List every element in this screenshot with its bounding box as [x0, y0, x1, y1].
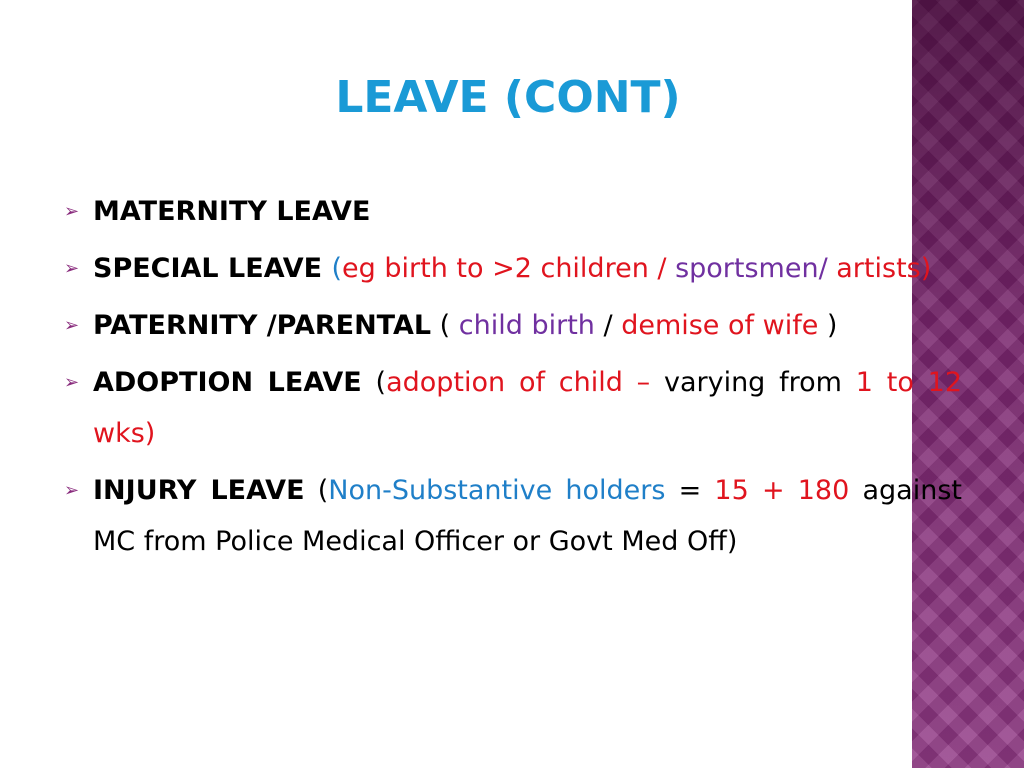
bullet-text-segment: / — [594, 310, 622, 341]
bullet-list — [60, 186, 962, 573]
bullet-text-segment: ( — [361, 367, 387, 398]
bullet-arrow-icon: ➢ — [64, 480, 80, 501]
bullet-text-segment: ( — [331, 253, 343, 284]
bullet-arrow-icon: ➢ — [64, 315, 80, 336]
bullet-text-segment: artists) — [836, 253, 932, 284]
bullet-text-segment: demise of wife — [621, 310, 819, 341]
bullet-text-segment: adoption of child – — [386, 367, 664, 398]
bullet-text-segment: ) — [818, 310, 838, 341]
bullet-text-segment: child birth — [458, 310, 595, 341]
bullet-text-segment: MATERNITY LEAVE — [93, 196, 371, 227]
bullet-text-segment: SPECIAL LEAVE — [93, 253, 332, 284]
bullet-text-segment: INJURY LEAVE — [93, 475, 305, 506]
bullet-text-segment: varying from — [663, 367, 856, 398]
bullet-text-segment: Non-Substantive holders — [328, 475, 666, 506]
bullet-arrow-icon: ➢ — [64, 372, 80, 393]
bullet-arrow-icon: ➢ — [64, 258, 80, 279]
bullet-text-segment: eg birth to >2 children / — [342, 253, 676, 284]
bullet-item-maternity — [60, 186, 962, 237]
bullet-item-special — [60, 243, 962, 294]
slide-title: LEAVE (CONT) — [335, 72, 681, 123]
bullet-item-paternity — [60, 300, 962, 351]
bullet-text-segment: PATERNITY /PARENTAL — [93, 310, 432, 341]
bullet-text-segment: sportsmen/ — [675, 253, 837, 284]
bullet-text-segment: 1 to 12 wks) — [93, 367, 963, 449]
bullet-text-segment: ( — [431, 310, 459, 341]
bullet-text-segment: 15 + 180 — [714, 475, 850, 506]
bullet-item-injury — [60, 465, 962, 567]
bullet-arrow-icon: ➢ — [64, 201, 80, 222]
bullet-text-segment: = — [665, 475, 715, 506]
bullet-text-segment: against MC from Police Medical Officer or Govt Med Off) — [93, 475, 962, 557]
bullet-text-segment: ( — [304, 475, 329, 506]
bullet-text-segment: ADOPTION LEAVE — [93, 367, 362, 398]
bullet-item-adoption — [60, 357, 962, 459]
